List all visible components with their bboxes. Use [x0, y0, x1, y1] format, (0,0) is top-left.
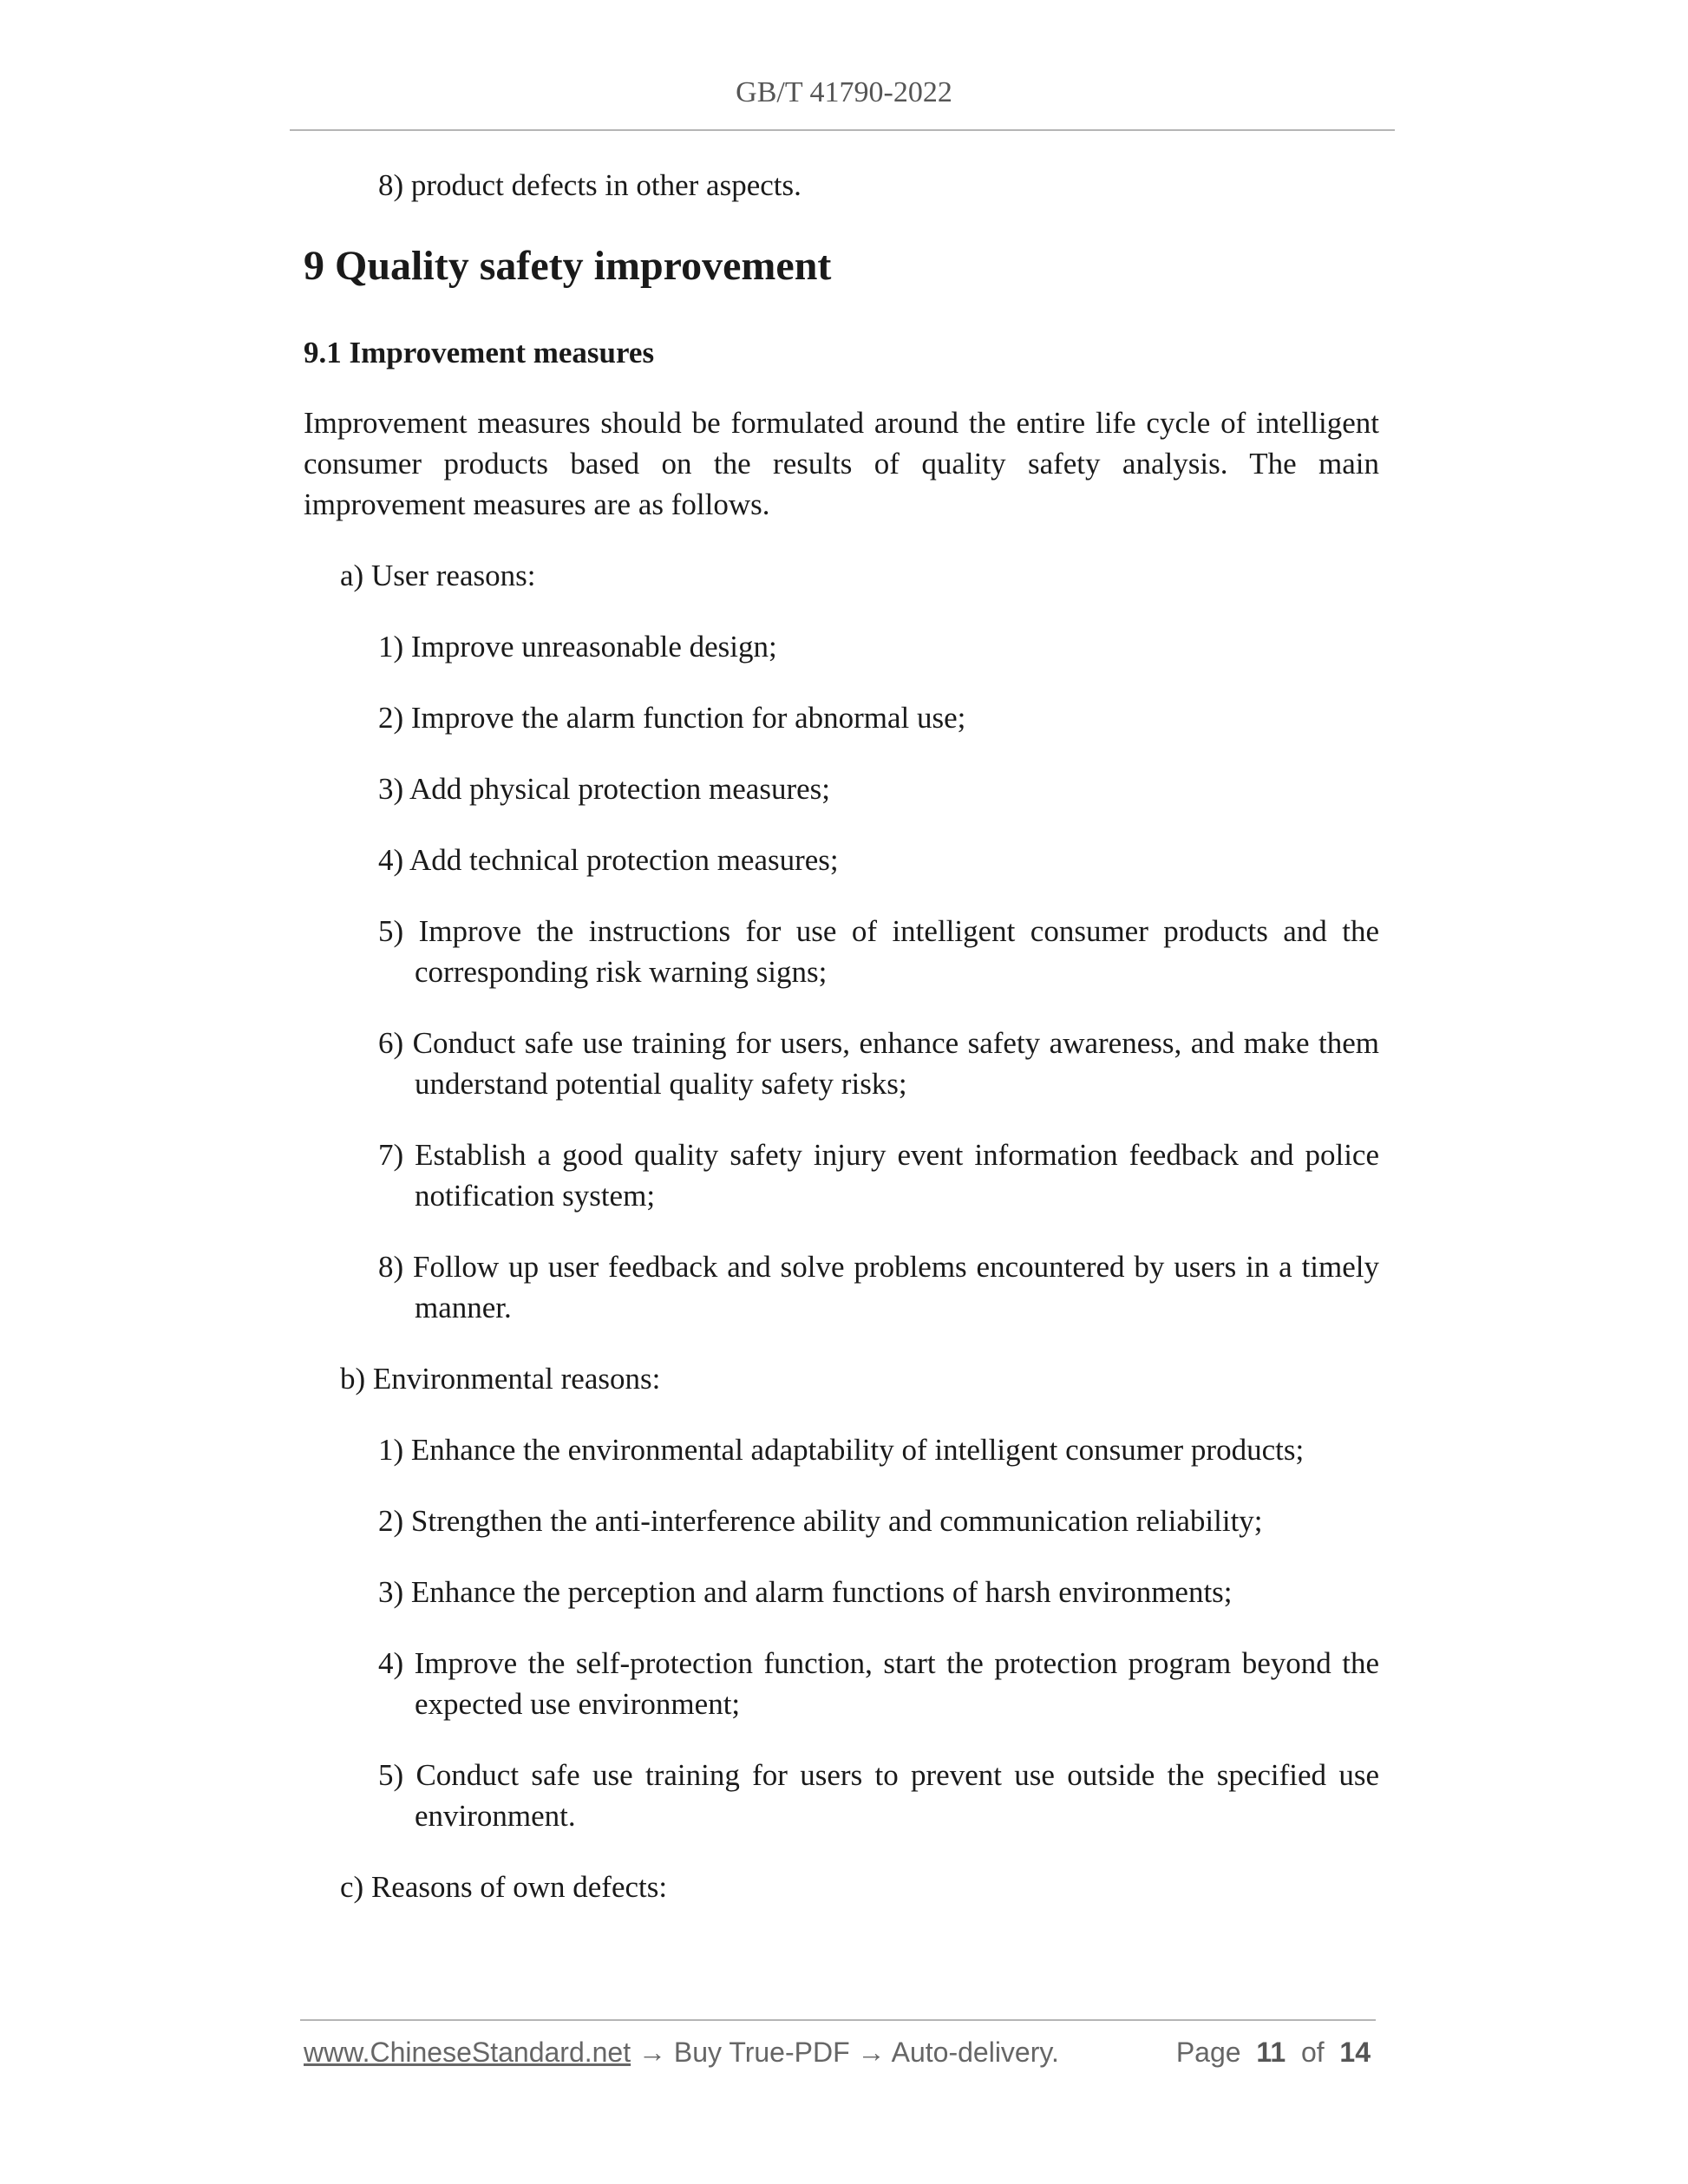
group-label-user: a) User reasons: [340, 559, 536, 592]
list-item: 4) Add technical protection measures; [378, 843, 839, 877]
page-content [304, 165, 1379, 1938]
footer-tagline: → Buy True-PDF → Auto-delivery. [631, 2037, 1059, 2068]
page-total: 14 [1339, 2037, 1371, 2068]
page-word: Page [1175, 2037, 1241, 2068]
page-footer [304, 2037, 1371, 2080]
group-label-environmental: b) Environmental reasons: [340, 1362, 661, 1396]
list-item: 1) Enhance the environmental adaptability of intelligent consumer products; [378, 1433, 1305, 1467]
website-link[interactable]: www.ChineseStandard.net [304, 2037, 631, 2068]
of-word: of [1300, 2037, 1325, 2068]
footer-promo [304, 2037, 1059, 2069]
section-title: 9 Quality safety improvement [304, 243, 832, 289]
list-item: 3) Add physical protection measures; [378, 772, 830, 806]
list-item: 2) Strengthen the anti-interference ability and communication reliability; [378, 1504, 1263, 1538]
list-item: 5) Improve the instructions for use of intelligent consumer products and the corresponding risk warning signs; [378, 914, 1379, 989]
list-item: 5) Conduct safe use training for users to prevent use outside the specified use environment. [378, 1758, 1379, 1833]
list-item: 4) Improve the self-protection function, start the protection program beyond the expected use environment; [378, 1646, 1379, 1721]
footer-divider [300, 2019, 1376, 2021]
list-item: 1) Improve unreasonable design; [378, 630, 777, 664]
subsection-title: 9.1 Improvement measures [304, 336, 655, 369]
page-number: 11 [1256, 2037, 1286, 2068]
list-item: 7) Establish a good quality safety injury event information feedback and police notification system; [378, 1138, 1379, 1213]
list-item: 8) Follow up user feedback and solve problems encountered by users in a timely manner. [378, 1250, 1379, 1324]
previous-list-item: 8) product defects in other aspects. [378, 168, 801, 202]
list-item: 3) Enhance the perception and alarm functions of harsh environments; [378, 1575, 1233, 1609]
list-item: 6) Conduct safe use training for users, enhance safety awareness, and make them understand potential quality safety risks; [378, 1026, 1379, 1101]
page-indicator [1176, 2037, 1371, 2069]
group-label-own-defects: c) Reasons of own defects: [340, 1870, 668, 1904]
intro-paragraph: Improvement measures should be formulated around the entire life cycle of intelligent consumer products based on the results of quality safety analysis. The main improvement measures are as follows. [304, 406, 1379, 521]
document-code: GB/T 41790-2022 [736, 76, 952, 108]
list-item: 2) Improve the alarm function for abnormal use; [378, 701, 966, 735]
header-divider [290, 129, 1395, 131]
